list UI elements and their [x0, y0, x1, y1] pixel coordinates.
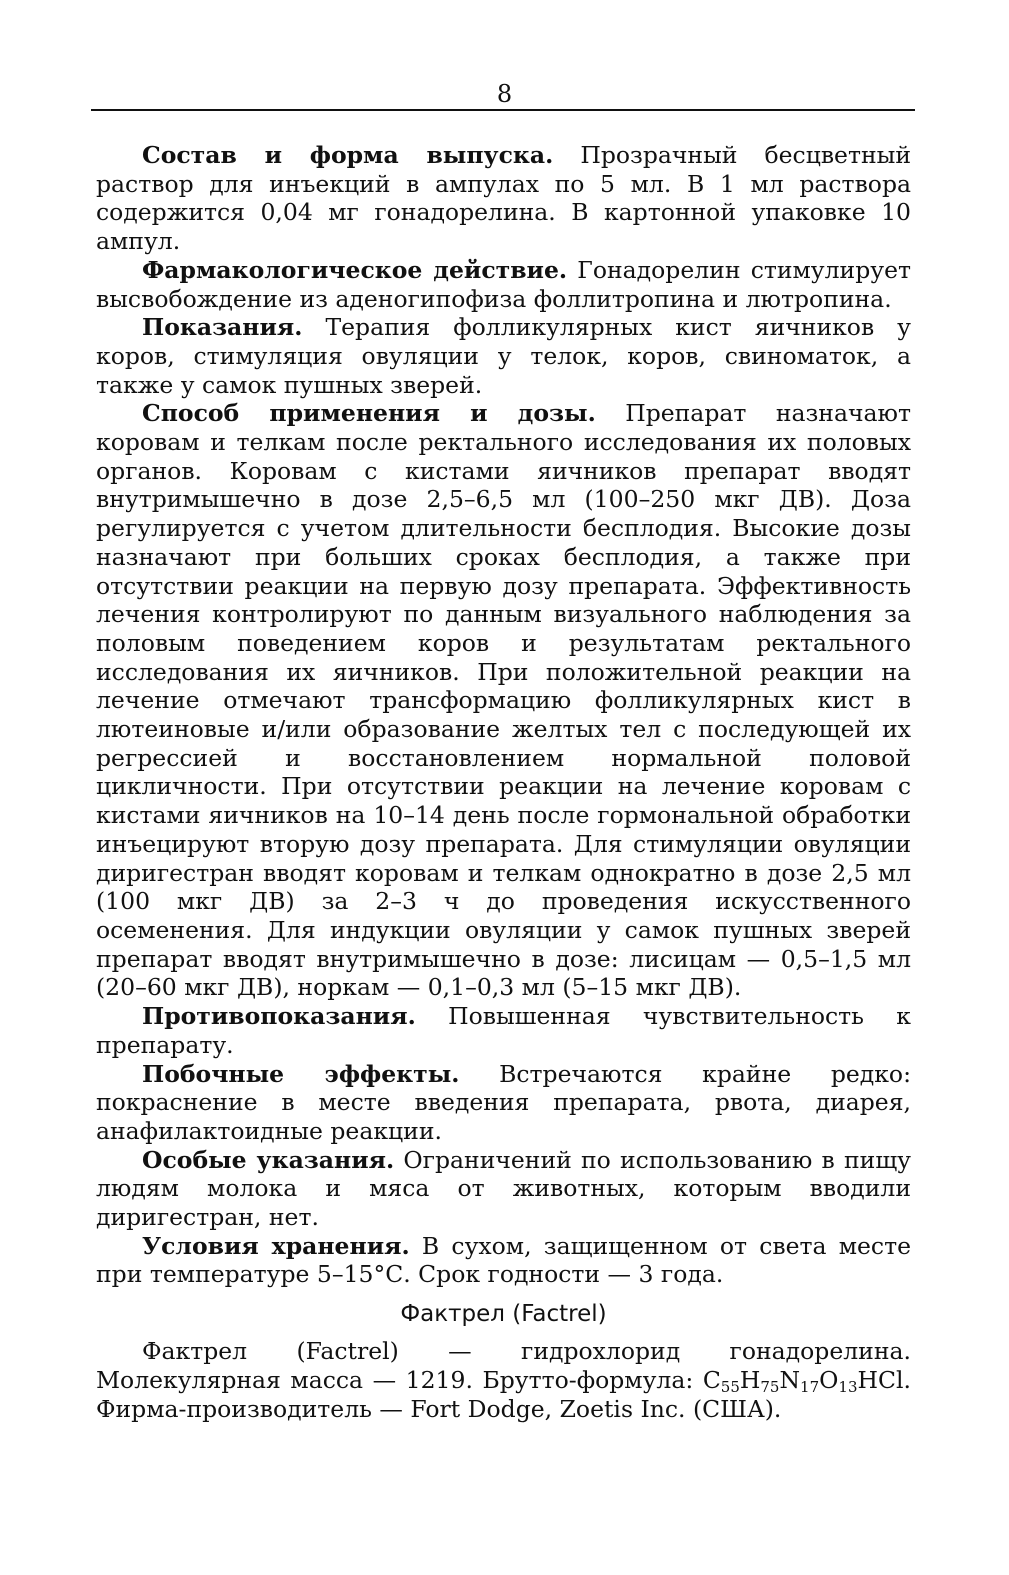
formula-element: N	[779, 1365, 801, 1394]
section-storage	[96, 1232, 911, 1289]
section-text: Гонадорелин стимулирует высвобождение из аденогипофиза фоллитропина и лютропина.	[96, 255, 911, 313]
section-text: Препарат назначают коровам и телкам после ректального исследования их половых органов. Коровам с кистами яичников препарат вводят внутримышечно в дозе 2,5–6,5 мл (100–250 мкг ДВ). Доза регулируется с учетом длительности бесплодия. Высокие дозы назначают при больших сроках бесплодия, а также при отсутствии реакции на первую дозу препарата. Эффективность лечения контролируют по данным визуального наблюдения за половым поведением коров и результатам ректального исследования их яичников. При положительной реакции на лечение отмечают трансформацию фолликулярных кист в лютеиновые и/или образование желтых тел с последующей их регрессией и восстановлением нормальной половой цикличности. При отсутствии реакции на лечение коровам с кистами яичников на 10–14 день после гормональной обработки инъецируют вторую дозу препарата. Для стимуляции овуляции диригестран вводят коровам и телкам однократно в дозе 2,5 мл (100 мкг ДВ) за 2–3 ч до проведения искусственного осеменения. Для индукции овуляции у самок пушных зверей препарат вводят внутримышечно в дозе: лисицам — 0,5–1,5 мл (20–60 мкг ДВ), норкам — 0,1–0,3 мл (5–15 мкг ДВ).	[96, 399, 911, 1002]
section-term: Показания.	[142, 313, 303, 342]
formula-subscript: 55	[720, 1377, 740, 1396]
drug-heading: Фактрел (Factrel)	[400, 1301, 607, 1328]
section-text: Повышенная чувствительность к препарату.	[96, 1002, 911, 1059]
section-indications	[96, 313, 911, 399]
section-text: Встречаются крайне редко: покраснение в месте введения препарата, рвота, диарея, анафилактоидные реакции.	[96, 1059, 911, 1145]
description-text: . Фирма-производитель — Fort Dodge, Zoetis Inc. (США).	[96, 1365, 911, 1423]
section-text: Ограничений по использованию в пищу людям молока и мяса от животных, которым вводили диригестран, нет.	[96, 1145, 911, 1232]
section-dosage	[96, 399, 911, 1002]
section-term: Способ применения и дозы.	[142, 399, 596, 428]
section-special-notes	[96, 1146, 911, 1232]
formula-element: O	[819, 1365, 839, 1394]
formula-element: C	[702, 1365, 721, 1394]
section-term: Условия хранения.	[142, 1231, 410, 1260]
description-text: Фактрел (Factrel) — гидрохлорид гонадорелина. Молекулярная масса — 1219. Брутто-формула:	[96, 1337, 911, 1394]
section-side-effects	[96, 1060, 911, 1146]
section-text: Терапия фолликулярных кист яичников у коров, стимуляция овуляции у телок, коров, свиноматок, а также у самок пушных зверей.	[96, 313, 911, 399]
section-term: Особые указания.	[142, 1145, 395, 1174]
section-pharmacology	[96, 256, 911, 313]
section-text: В сухом, защищенном от света месте при температуре 5–15°С. Срок годности — 3 года.	[96, 1231, 912, 1289]
page-number: 8	[496, 80, 513, 108]
section-term: Состав и форма выпуска.	[142, 141, 554, 169]
formula-subscript: 17	[800, 1377, 820, 1396]
header-rule	[91, 109, 915, 111]
section-term: Фармакологическое действие.	[142, 255, 568, 284]
section-text: Прозрачный бесцветный раствор для инъекций в ампулах по 5 мл. В 1 мл раствора содержится 0,04 мг гонадорелина. В картонной упаковке 10 ампул.	[96, 141, 911, 256]
formula-subscript: 13	[838, 1377, 858, 1396]
drug-description	[96, 1337, 911, 1423]
body-text	[96, 141, 911, 1423]
formula-element: H	[739, 1365, 761, 1394]
gross-formula	[703, 1366, 904, 1394]
formula-subscript: 75	[760, 1377, 780, 1396]
formula-element: HCl	[857, 1365, 904, 1394]
section-composition	[96, 141, 911, 256]
section-term: Противопоказания.	[142, 1002, 416, 1031]
section-term: Побочные эффекты.	[142, 1059, 460, 1088]
section-contraindications	[96, 1002, 911, 1059]
